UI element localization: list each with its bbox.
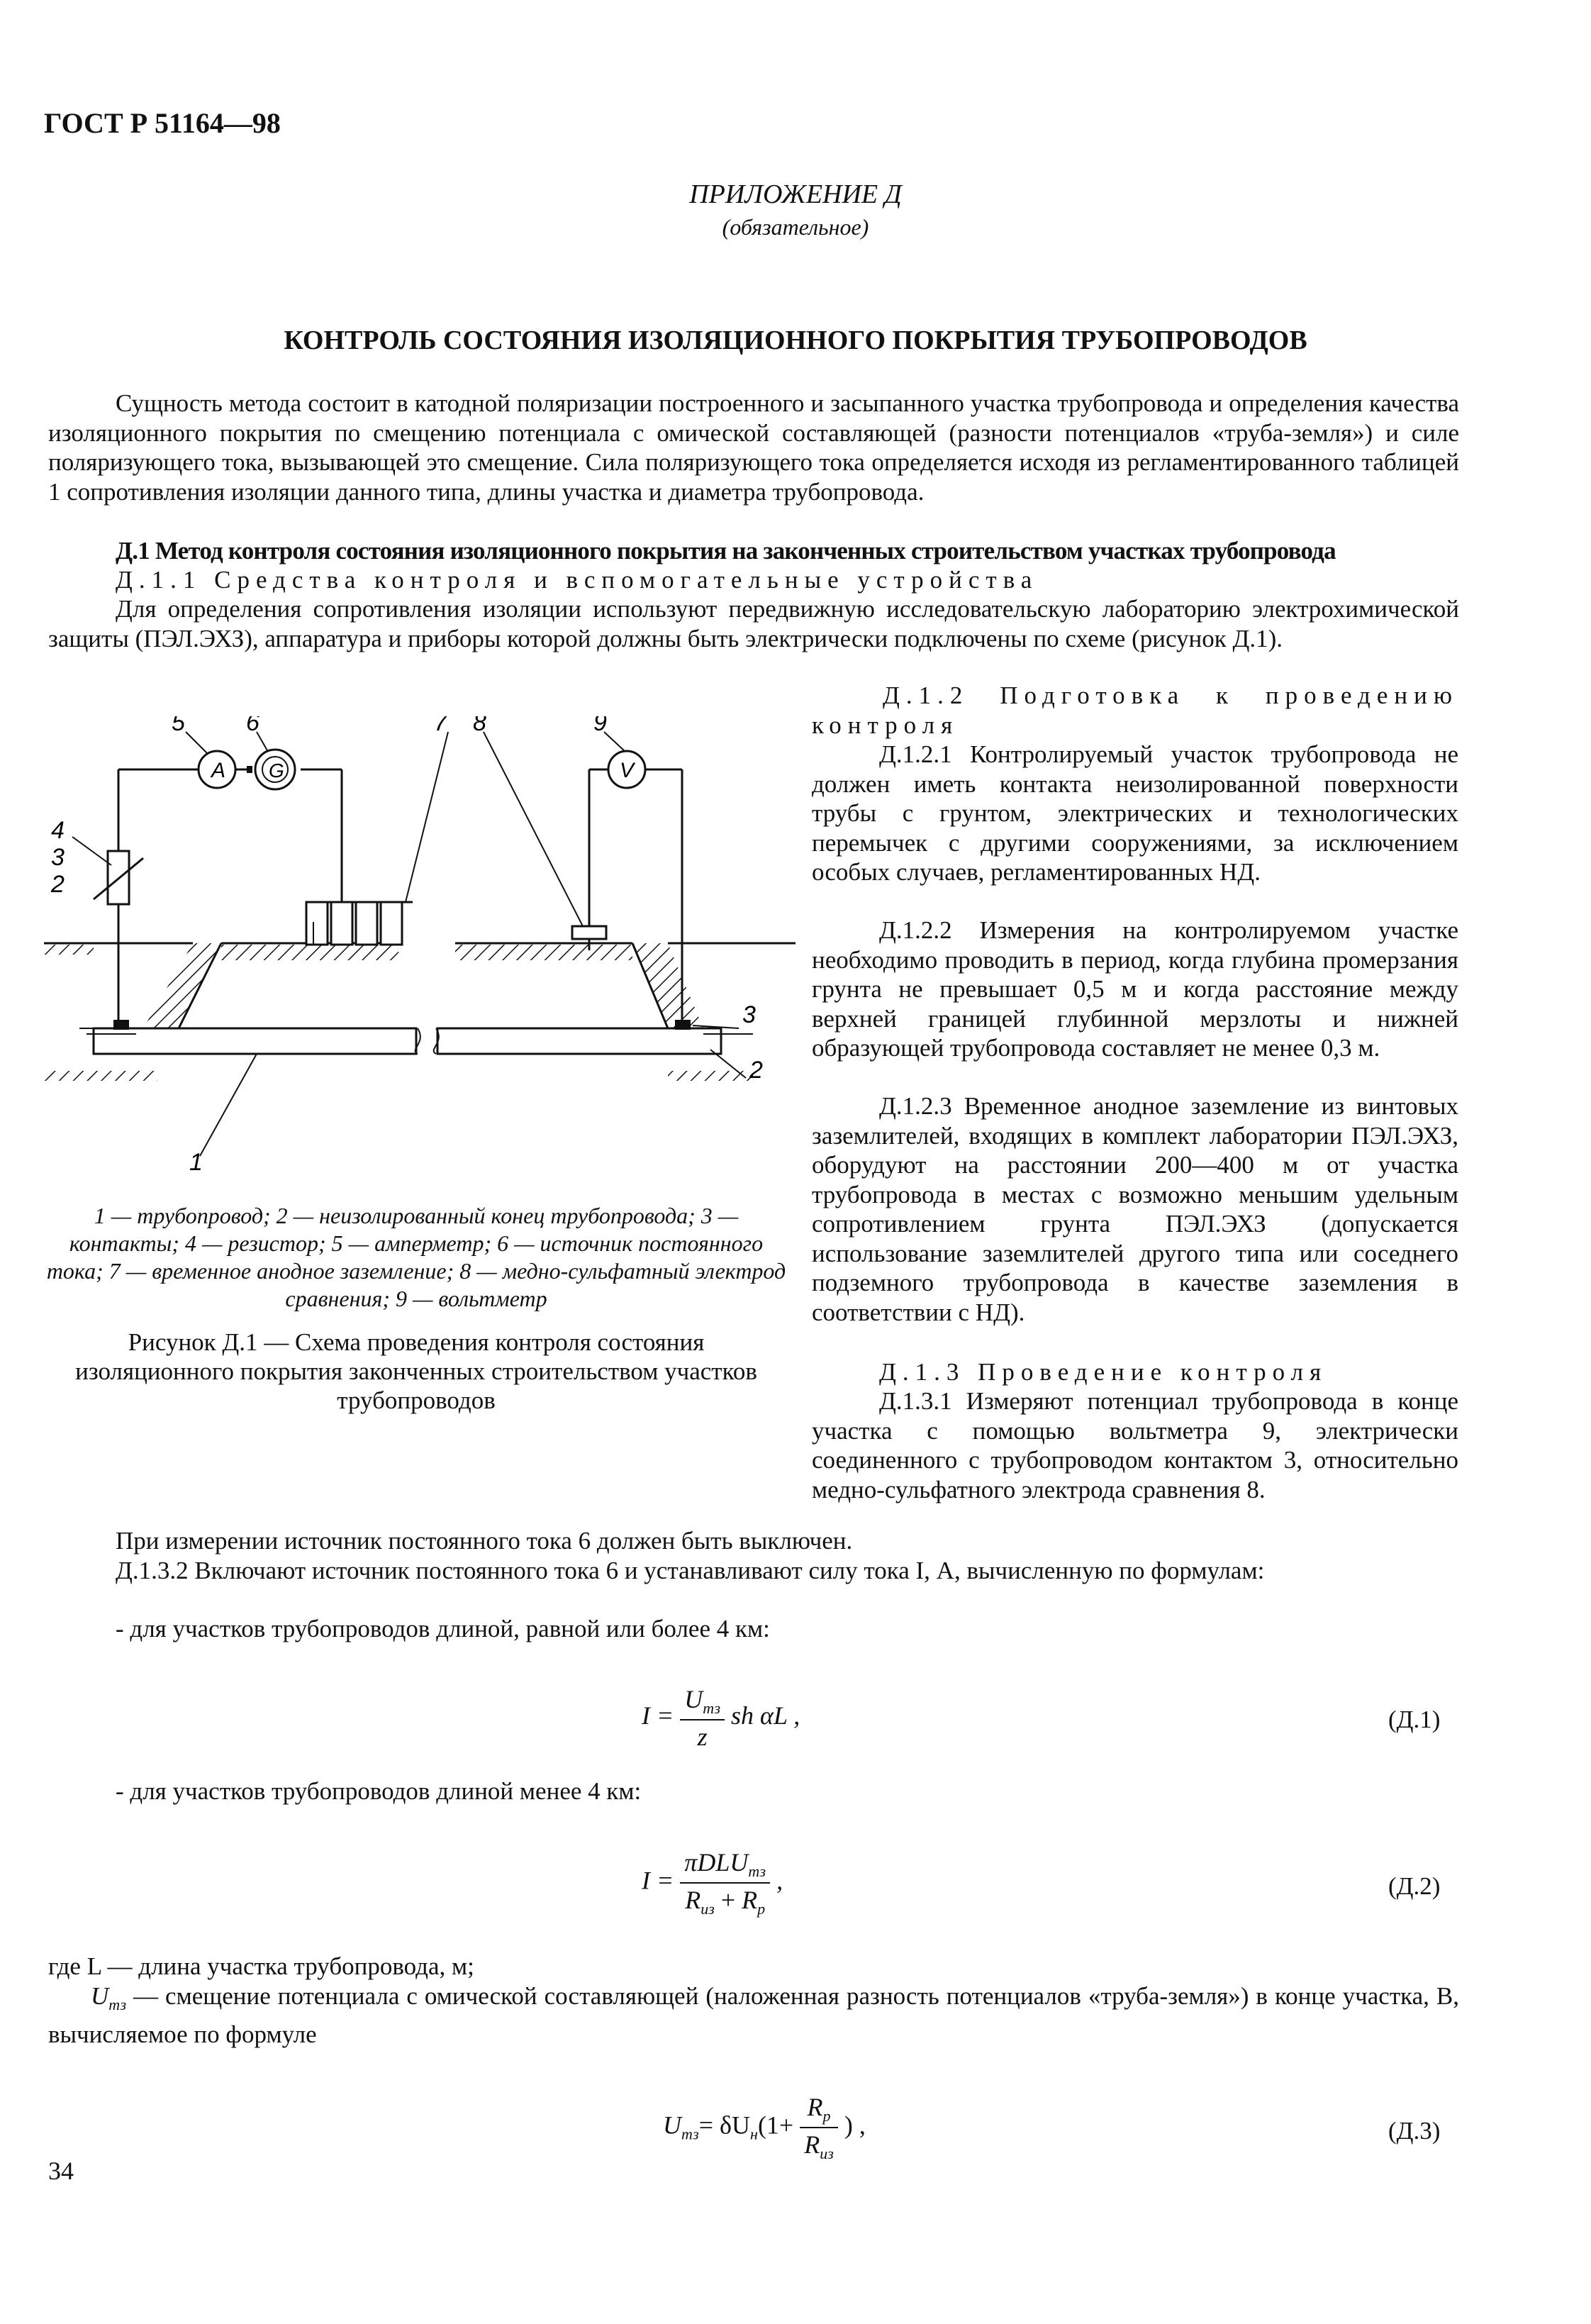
d11-text: Для определения сопротивления изоляции используют передвижную исследовательскую лабораторию электрохимической защиты (ПЭЛ.ЭХЗ), аппаратура и приборы которой должны быть электрически подключены по схеме (рисунок Д.1). — [48, 595, 1459, 652]
hatch-bottom-right — [668, 1071, 753, 1081]
appendix-title: ПРИЛОЖЕНИЕ Д — [689, 179, 902, 209]
figure-caption: Рисунок Д.1 — Схема проведения контроля состояния изоляционного покрытия законченных строительством участков трубопроводов — [75, 1328, 757, 1414]
label-3-right: 3 — [742, 1001, 756, 1028]
label-8: 8 — [473, 716, 486, 736]
anode-block-3 — [356, 902, 377, 945]
label-4: 4 — [51, 817, 65, 844]
label-9: 9 — [593, 716, 607, 736]
surface-hatch-mid-right — [455, 945, 632, 960]
where-U: $U_{тз}$ — смещение потенциала с омической составляющей (наложенная разность потенциалов «труба-земля») в конце участка, В, вычисляемое по формуле — [48, 1982, 1459, 2048]
anode-block-2 — [331, 902, 352, 945]
label-1: 1 — [189, 1149, 203, 1176]
d1-heading: Д.1 Метод контроля состояния изоляционного покрытия на законченных строительством участках трубопровода — [116, 537, 1336, 565]
figure-legend: 1 — трубопровод; 2 — неизолированный конец трубопровода; 3 — контакты; 4 — резистор; 5 — амперметр; 6 — источник постоянного тока; 7 — временное анодное заземление; 8 — медно-сульфатный электрод сравнения; 9 — вольтметр — [46, 1203, 786, 1311]
contact-right — [675, 1020, 691, 1030]
case-2-text: - для участков трубопроводов длиной менее 4 км: — [116, 1777, 642, 1805]
label-6: 6 — [246, 716, 259, 736]
d121-paragraph: Д.1.2.1 Контролируемый участок трубопровода не должен иметь контакта неизолированной поверхности трубы с грунтом, электрических и технологических перемычек с другими сооружениями, за исключением особых случаев, регламентированных НД. — [812, 740, 1458, 886]
label-2-right: 2 — [749, 1057, 763, 1084]
pipeline-left — [94, 1028, 416, 1054]
anode-block-1 — [306, 902, 328, 945]
trench-wall-right — [632, 943, 703, 1028]
d13-heading: Д.1.3 Проведение контроля — [879, 1358, 1328, 1386]
hatch-bottom-left — [44, 1071, 157, 1081]
label-3-left: 3 — [51, 844, 65, 871]
measure-note: При измерении источник постоянного тока 6 должен быть выключен. — [116, 1527, 853, 1555]
ammeter-letter: A — [211, 759, 226, 782]
d12-heading: Д.1.2 Подготовка к проведению контроля — [812, 682, 1458, 739]
intro-paragraph: Сущность метода состоит в катодной поляризации построенного и засыпанного участка трубопровода и определения качества изоляционного покрытия по смещению потенциала с омической составляющей (разности потенциалов «труба-земля») и силе поляризующего тока, вызывающей это смещение. Сила поляризующего тока определяется исходя из регламентированного таблицей 1 сопротивления изоляции данного типа, длины участка и диаметра трубопровода. — [48, 389, 1459, 506]
d123-paragraph: Д.1.2.3 Временное анодное заземление из винтовых заземлителей, входящих в комплект лаборатории ПЭЛ.ЭХЗ, оборудуют на расстоянии 200—400 м от участка трубопровода в местах с возможно меньшим удельным сопротивлением грунта ПЭЛ.ЭХЗ (допускается использование заземлителей другого типа или соседнего подземного трубопровода в качестве заземления в соответствии с НД). — [812, 1092, 1458, 1326]
label-2-left: 2 — [51, 871, 65, 898]
voltmeter-letter: V — [620, 759, 635, 782]
d131-paragraph: Д.1.3.1 Измеряют потенциал трубопровода в конце участка с помощью вольтметра 9, электрически соединенного с трубопроводом контактом 3, относительно медно-сульфатного электрода сравнения 8. — [812, 1387, 1458, 1503]
formula-d3-number: (Д.3) — [1388, 2117, 1441, 2145]
page-number: 34 — [48, 2157, 74, 2185]
circuit-diagram — [44, 716, 796, 1177]
pipeline-right — [437, 1028, 721, 1054]
section-title: КОНТРОЛЬ СОСТОЯНИЯ ИЗОЛЯЦИОННОГО ПОКРЫТИЯ ТРУБОПРОВОДОВ — [284, 326, 1307, 355]
standard-header: ГОСТ Р 51164—98 — [44, 107, 281, 139]
hatch-left — [44, 945, 94, 955]
anode-block-4 — [381, 902, 402, 945]
dc-source-letter: G — [269, 760, 284, 782]
figure-d1-diagram — [44, 716, 796, 1177]
d122-paragraph: Д.1.2.2 Измерения на контролируемом участке необходимо проводить в период, когда глубина промерзания грунта не превышает 0,5 м и когда расстояние между верхней границей глубинной мерзлоты и нижней образующей трубопровода составляет не менее 0,3 м. — [812, 916, 1458, 1062]
formula-d3: $U_{тз}= \delta U_н(1+$ $\frac{R_р}{R_{из}}$ ) , — [663, 2093, 866, 2163]
case-1-text: - для участков трубопроводов длиной, равной или более 4 км: — [116, 1615, 770, 1642]
label-7: 7 — [434, 716, 447, 736]
label-5: 5 — [172, 716, 185, 736]
formula-d2: I = $\frac{\pi DLU_{тз}}{R_{из} + R_р}$ , — [642, 1848, 783, 1918]
formula-d1-number: (Д.1) — [1388, 1706, 1441, 1733]
d132-paragraph: Д.1.3.2 Включают источник постоянного тока 6 и устанавливают силу тока I, А, вычисленную по формулам: — [116, 1557, 1265, 1584]
formula-d2-number: (Д.2) — [1388, 1872, 1441, 1900]
surface-hatch-mid-left — [221, 945, 398, 960]
where-L: где L — длина участка трубопровода, м; — [48, 1952, 474, 1980]
formula-d1: I = $\frac{U_{тз}}{z}$ sh αL , — [642, 1685, 800, 1752]
trench-wall-left — [143, 943, 221, 1028]
d11-heading: Д.1.1 Средства контроля и вспомогательные устройства — [116, 566, 1039, 594]
contact-left — [113, 1020, 129, 1030]
reference-electrode — [572, 926, 606, 939]
appendix-status: (обязательное) — [722, 214, 869, 240]
